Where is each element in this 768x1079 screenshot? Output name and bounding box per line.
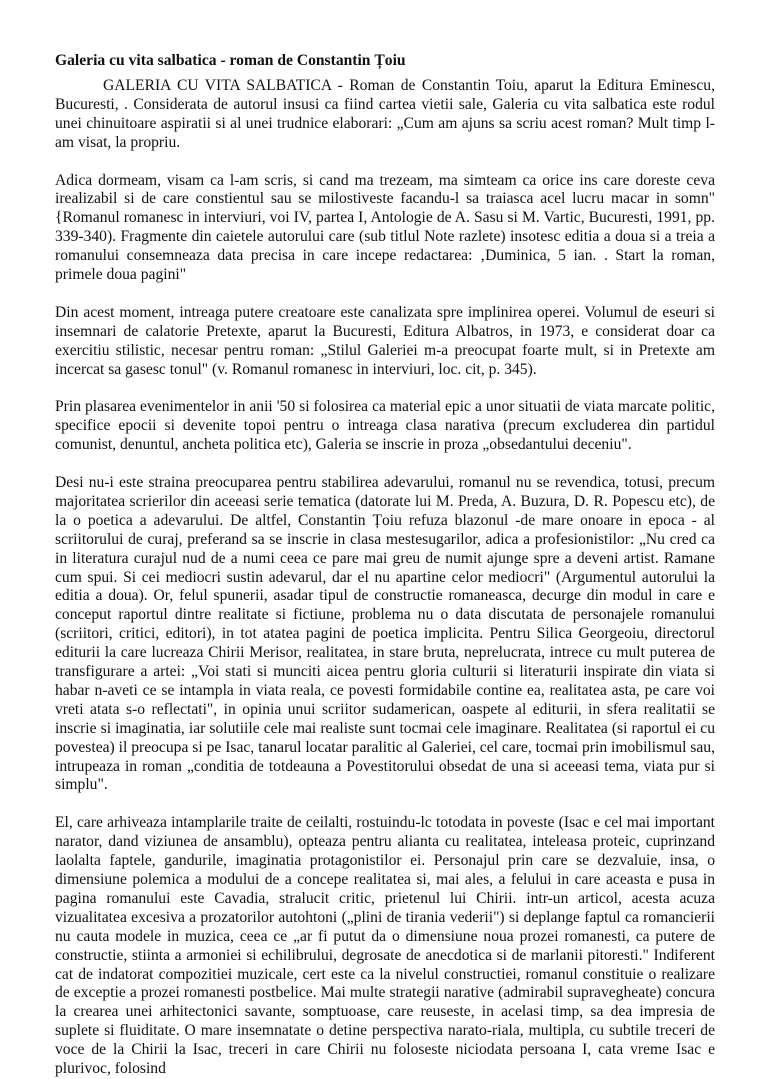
paragraph-creative-power: Din acest moment, intreaga putere creatoare este canalizata spre implinirea operei. Volumul de eseuri si insemnari de calatorie Pretexte, aparut la Bucuresti, Editura Albatros, in 1973, e considerat doar ca exercitiu stilistic, necesar pentru roman: „Stilul Galeriei m-a preocupat foarte mult, si in Pretexte am incercat sa gasesc tonul" (v. Romanul romanesc in interviuri, loc. cit, p. 345). bbox=[55, 303, 715, 378]
document-body bbox=[55, 77, 715, 1078]
paragraph-narrative-construction: El, care arhiveaza intamplarile traite de ceilalti, rostuindu-lc totodata in poveste (Isac e cel mai important narator, dand viziunea de ansamblu), opteaza pentru alianta cu realitatea, inteleasa proteic, cuprinzand laolalta faptele, gandurile, imaginatia protagonistilor ei. Personajul prin care se dezvaluie, insa, o dimensiune polemica a modului de a concepe realitatea si, mai ales, a felului in care aceasta e pusa in pagina romanului este Cavadia, stralucit critic, prietenul lui Chirii. intr-un articol, acesta acuza vizualitatea excesiva a prozatorilor autohtoni („plini de tirania vederii") si deplange faptul ca romancierii nu cauta modele in muzica, ceea ce „ar fi putut da o dimensiune noua prozei romanesti, ca putere de constructie, stiinta a armoniei si echilibrului, degrosate de anecdotica si de marlanii pitoresti." Indiferent cat de indatorat compozitiei muzicale, cert este ca la nivelul constructiei, romanul constituie o realizare de exceptie a prozei romanesti postbelice. Mai multe strategii narative (admirabil supravegheate) concura la crearea unei arhitectonici savante, somptuoase, care reuseste, in acelasi timp, sa dea impresia de suplete si fluiditate. O mare insemnatate o detine perspectiva narato-riala, multipla, cu subtile treceri de voce de la Chirii la Isac, treceri in care Chirii nu foloseste niciodata persoana I, cata vreme Isac e plurivoc, folosind bbox=[55, 814, 715, 1078]
paragraph-dream: Adica dormeam, visam ca l-am scris, si cand ma trezeam, ma simteam ca orice ins care doreste ceva irealizabil si de care constientul sau se milostiveste facandu-l sa traiasca acel lucru macar in somn" {Romanul romanesc in interviuri, voi IV, partea I, Antologie de A. Sasu si M. Vartic, Bucuresti, 1991, pp. 339-340). Fragmente din caietele autorului care (sub titlul Note razlete) insotesc editia a doua si a treia a romanului consemneaza data precisa in care incepe redactarea: ‚Duminica, 5 ian. . Start la roman, primele doua pagini" bbox=[55, 171, 715, 284]
paragraph-fifties-setting: Prin plasarea evenimentelor in anii '50 si folosirea ca material epic a unor situatii de viata marcate politic, specifice epocii si devenite topoi pentru o intreaga clasa narativa (precum excluderea din partidul comunist, denuntul, ancheta politica etc), Galeria se inscrie in proza „obsedantului deceniu". bbox=[55, 398, 715, 454]
paragraph-intro: GALERIA CU VITA SALBATICA - Roman de Constantin Toiu, aparut la Editura Eminescu, Bucuresti, . Considerata de autorul insusi ca fiind cartea vietii sale, Galeria cu vita salbatica este rodul unei chinuitoare aspiratii si al unei trudnice elaborari: „Cum am ajuns sa scriu acest roman? Mult timp l-am visat, la propriu. bbox=[55, 77, 715, 151]
paragraph-truth-poetics: Desi nu-i este straina preocuparea pentru stabilirea adevarului, romanul nu se revendica, totusi, precum majoritatea scrierilor din aceeasi serie tematica (datorate lui M. Preda, A. Buzura, D. R. Popescu etc), de la o poetica a adevarului. De altfel, Constantin Țoiu refuza blazonul -de mare onoare in epoca - al scriitorului de curaj, preferand sa se inscrie in clasa mestesugarilor, adica a profesionistilor: „Nu cred ca in literatura curajul nud de a numi ceea ce pare mai greu de numit ajunge spre a deveni artist. Ramane cum spui. Si cei mediocri sustin adevarul, dar el nu apartine celor mediocri" (Argumentul autorului la editia a doua). Or, felul spunerii, asadar tipul de constructie romaneasca, decurge din modul in care e conceput raportul dintre realitate si fictiune, problema nu o data discutata de personajele romanului (scriitori, critici, editori), in tot atatea pagini de poetica implicita. Pentru Silica Georgeoiu, directorul editurii la care lucreaza Chirii Merisor, realitatea, in stare bruta, neprelucrata, intrece cu mult puterea de transfigurare a artei: „Voi stati si munciti aicea pentru gloria culturii si literaturii inspirate din viata si habar n-aveti ce se intampla in viata reala, ce povesti formidabile contine ea, realitatea asta, pe care voi vreti atata s-o reflectati", in opinia unui scriitor sudamerican, oaspete al editurii, in sfera realitatii se inscrie si imaginatia, iar solutiile cele mai realiste sunt tocmai cele imaginare. Realitatea (si raportul ei cu povestea) il preocupa si pe Isac, tanarul locatar paralitic al Galeriei, cel care, tocmai prin imobilismul sau, intrupeaza in roman „conditia de totdeauna a Povestitorului obsedat de una si aceeasi tema, viata pur si simplu". bbox=[55, 473, 715, 794]
document-title: Galeria cu vita salbatica - roman de Constantin Țoiu bbox=[55, 52, 406, 69]
